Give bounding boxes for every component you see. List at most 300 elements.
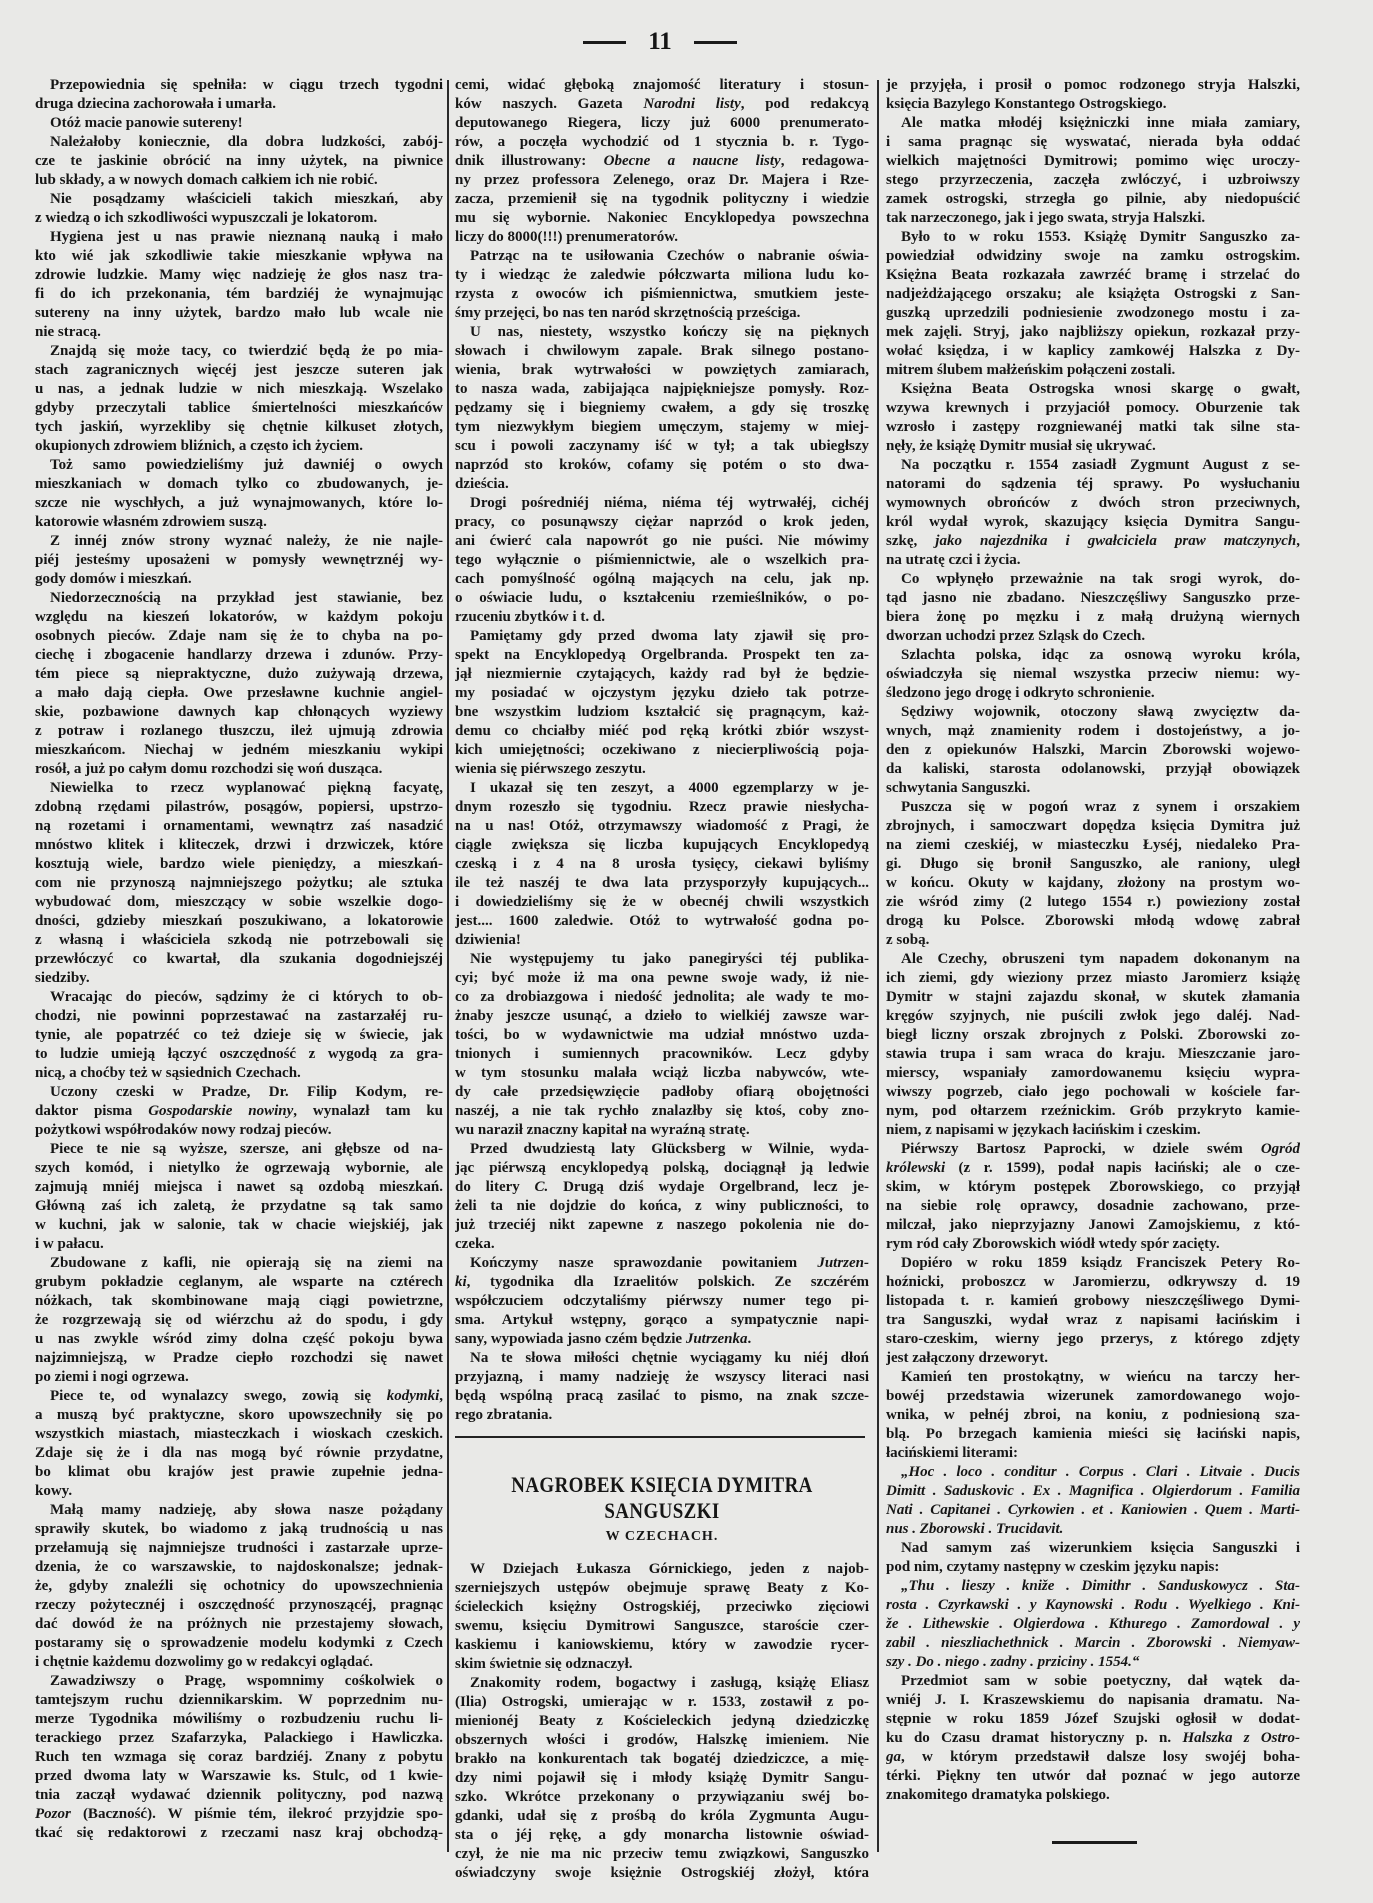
italic-text: Pozor [35, 1806, 71, 1822]
text-line [35, 437, 443, 456]
text: Szlachta polska, idąc za osnową wyroku króla, [901, 647, 1300, 663]
paragraph [455, 323, 869, 494]
text: tak narzeczonego, jak i jego swata, stryja Halszki. [886, 210, 1206, 226]
paragraph [886, 114, 1300, 228]
text-line [455, 380, 869, 399]
text: o oświacie ludu, o kształceniu rzemieślników, o po- [455, 590, 869, 606]
text-line [455, 1750, 869, 1769]
text-line [35, 1539, 443, 1558]
text: demu co chciałby miéć pod ręką krótki zbiór wszyst- [455, 723, 869, 739]
text-line [35, 722, 443, 741]
paragraph [886, 1254, 1300, 1368]
italic-text: nus . Zborowski . Trucidavit. [886, 1521, 1064, 1537]
text: okupionych zdrowiem bliźnich, a często ich życiem. [35, 438, 364, 454]
paragraph [35, 1254, 443, 1387]
text-line [35, 380, 443, 399]
text-line [35, 1615, 443, 1634]
text-line [35, 551, 443, 570]
paragraph [35, 228, 443, 342]
text-line [35, 1653, 443, 1672]
text: wołać księdza, i w kaplicy zamkowéj Halszka z Dy- [886, 343, 1300, 359]
text-line [886, 665, 1300, 684]
text-line [886, 950, 1300, 969]
text-line [35, 1102, 443, 1121]
text: Piérwszy Bartosz Paprocki, w dziele swém [901, 1141, 1261, 1157]
text: tych jaskiń, wyrzekliby się chętnie kilkuset złotych, [35, 419, 443, 435]
text: na u nas! Otóż, otrzymawszy wiadomość z Pragi, że [455, 818, 869, 834]
text-line [35, 1767, 443, 1786]
text-line [886, 1501, 1300, 1520]
text-line [886, 1444, 1300, 1463]
text: katorowie własném zdrowiem suszą. [35, 514, 267, 530]
text: spekt na Encyklopedyą Orgelbranda. Prospekt ten za- [455, 647, 869, 663]
text-line [886, 418, 1300, 437]
text: tym niezwykłym biegiem umęczym, stajemy w miej- [455, 419, 869, 435]
text: bo klimat obu krajów jest prawie zupełnie jedna- [35, 1464, 443, 1480]
text: , w którym przedstawił dalsze losy swojéj boha- [901, 1749, 1300, 1765]
text-line [35, 1501, 443, 1520]
text: tém piece są niepraktyczne, dużo zużywają drzewa, [35, 666, 443, 682]
text-line [886, 247, 1300, 266]
text: rym ród cały Zborowskich wiódł wtedy spór zacięty. [886, 1236, 1220, 1252]
text-line [455, 342, 869, 361]
text: ścieleckich księżny Ostrogskiéj, przeciwko zięciowi [455, 1599, 869, 1615]
text-line [886, 779, 1300, 798]
text: Ale Czechy, obruszeni tym napadem dokonanym na [901, 951, 1300, 967]
text-line [35, 1672, 443, 1691]
text-line [886, 1007, 1300, 1026]
text: sutereny na inny użytek, bardzo mało lub wcale nie [35, 305, 443, 321]
text: druga dziecina zachorowała i umarła. [35, 96, 276, 112]
text: , redagowa- [780, 153, 869, 169]
text-line [455, 969, 869, 988]
text-line [455, 209, 869, 228]
text-line [35, 1045, 443, 1064]
text: kręgów szyjnych, nie puścili zwłok jego daléj. Nad- [886, 1008, 1300, 1024]
text: dworzan uchodzi przez Szląsk do Czech. [886, 628, 1146, 644]
text-line [455, 608, 869, 627]
text: ciechę i zbogacenie handlarzy drzewa i zdunów. Przy- [35, 647, 443, 663]
text: , [1296, 533, 1300, 549]
text-line [886, 285, 1300, 304]
paragraph [886, 950, 1300, 1140]
text: Kamień ten prostokątny, w wieńcu na tarczy her- [901, 1369, 1300, 1385]
text: jąc piérwszą encyklopedyą polską, dociągnął ją ledwie [455, 1160, 869, 1176]
text-line [455, 1387, 869, 1406]
text-line [886, 1615, 1300, 1634]
text-line [35, 1064, 443, 1083]
text-line [455, 1693, 869, 1712]
text-line [886, 133, 1300, 152]
text: u nas zwykle wśród zimy dolna część pokoju bywa [35, 1331, 443, 1347]
text: liczy do 8000(!!!) prenumeratorów. [455, 229, 679, 245]
text-line [886, 1330, 1300, 1349]
text: W Dziejach Łukasza Górnickiego, jeden z najob- [470, 1561, 869, 1577]
text-line [35, 988, 443, 1007]
text: Hygiena jest u nas prawie nieznaną nauką i mało [50, 229, 443, 245]
text-line [886, 1159, 1300, 1178]
paragraph [886, 570, 1300, 646]
italic-text: szy . Do . niego . zadny . prziciny . 1554.“ [886, 1654, 1140, 1670]
text-line [455, 950, 869, 969]
text-line [886, 1748, 1300, 1767]
italic-text: Dimitt . Saduskovic . Ex . Magnifica . Olgierdorum . Familia [886, 1483, 1300, 1499]
text-line [455, 551, 869, 570]
italic-text: zabil . nieszliachethnick . Marcin . Zborowski . Niemyaw- [886, 1635, 1300, 1651]
text: (z r. 1599), podał napis łaciński; ale o cze- [945, 1160, 1300, 1176]
text: wienia, brak wytrwałości w powziętych zamiarach, [455, 362, 869, 378]
text: U nas, niestety, wszystko kończy się na pięknych [470, 324, 869, 340]
text: rosół, a już po całym domu rozchodzi się woń dusząca. [35, 761, 383, 777]
text-line [886, 570, 1300, 589]
text-line [886, 266, 1300, 285]
paragraph [35, 456, 443, 532]
text-line [455, 228, 869, 247]
text: Znajdą się może tacy, co twierdzić będą że po mia- [50, 343, 443, 359]
text-line [455, 190, 869, 209]
text-line [455, 1102, 869, 1121]
text-line [886, 589, 1300, 608]
text: Wracając do pieców, sądzimy że ci których to ob- [50, 989, 443, 1005]
text: do litery [455, 1179, 535, 1195]
text-line [35, 323, 443, 342]
text: , pod redakcyą [740, 96, 869, 112]
text: guszką uprzedzili podniesienie zwodzonego mostu i za- [886, 305, 1300, 321]
text: sprawiły skutek, bo wiadomo z jaką trudnością u nas [35, 1521, 443, 1537]
text: my posiadać w ojczystym języku dzieło tak potrze- [455, 685, 869, 701]
text: zdrowie ludzkie. Mamy więc nadzieję że głos nasz tra- [35, 267, 443, 283]
text: tego wyłącznie o piśmiennictwie, ale o wszelkich pra- [455, 552, 869, 568]
text: scu i powoli zaczynamy iść w tył; a tak ubiegłszy [455, 438, 869, 454]
text-line [886, 1653, 1300, 1672]
text-line [455, 171, 869, 190]
text-line [35, 1330, 443, 1349]
text-line [886, 1083, 1300, 1102]
text: milczał, jako nieprzyjazny Janowi Zamojskiemu, z któ- [886, 1217, 1300, 1233]
text-line [455, 893, 869, 912]
text: współczuciem odczytaliśmy piérwszy numer tego pi- [455, 1293, 869, 1309]
text: tości, bo w wydawnictwie ma udział mnóstwo uzda- [455, 1027, 869, 1043]
text: pracy, co posunąwszy ciężar naprzód o krok jeden, [455, 514, 869, 530]
text-line [886, 836, 1300, 855]
text-line [35, 798, 443, 817]
text-line [35, 513, 443, 532]
text-line [886, 475, 1300, 494]
text-line [886, 608, 1300, 627]
text: nadjeżdżającego orszaku; ale książęta Ostrogski z San- [886, 286, 1300, 302]
paragraph [886, 798, 1300, 950]
text-line [35, 1463, 443, 1482]
text: mieszkańcom. Niechaj w jedném mieszkaniu wykipi [35, 742, 443, 758]
text-line [455, 418, 869, 437]
text-line [455, 1178, 869, 1197]
text-line [455, 1349, 869, 1368]
text-line [455, 988, 869, 1007]
text: a mało dają ciepła. Owe przesławne kuchnie angiel- [35, 685, 443, 701]
text-line [886, 95, 1300, 114]
text-line [886, 1387, 1300, 1406]
text: oświadczyła się niemal wszystka przeciw niemu: wy- [886, 666, 1300, 682]
paragraph [35, 589, 443, 779]
italic-text: kodymki [386, 1388, 440, 1404]
text: stach zagranicznych więcéj jest jeszcze suteren jak [35, 362, 443, 378]
text: przed dwoma laty w Warszawie ks. Stulc, od 1 kwie- [35, 1768, 443, 1784]
text: ich ziemi, gdy wieziony przez miasto Jaromierz książę [886, 970, 1300, 986]
text-line [886, 855, 1300, 874]
text-line [455, 285, 869, 304]
paragraph [35, 1501, 443, 1672]
text-line [455, 1045, 869, 1064]
text: Co wpłynęło przeważnie na tak srogi wyrok, do- [901, 571, 1300, 587]
text: mu się wybornie. Nakoniec Encyklopedya powszechna [455, 210, 869, 226]
text: względu na kieszeń lokatorów, w każdym pokoju [35, 609, 443, 625]
text-line [886, 1121, 1300, 1140]
text-line [35, 950, 443, 969]
text: wszystkich miastach, miasteczkach i wioskach czeskich. [35, 1426, 443, 1442]
text-line [886, 1539, 1300, 1558]
text: drogą ku Polsce. Zborowski młodą wdowę zabrał [886, 913, 1300, 929]
text: zajmują mniéj miejsca i nawet są ozdobą mieszkań. [35, 1179, 443, 1195]
italic-text: jako najezdnika i gwałciciela praw matczynych [935, 533, 1297, 549]
text-line [35, 874, 443, 893]
text: dzieścia. [455, 476, 509, 492]
text: Z innéj znów strony wyznać należy, że nie najle- [50, 533, 443, 549]
text-line [455, 1197, 869, 1216]
text-line [35, 817, 443, 836]
text-line [455, 152, 869, 171]
text: mnóstwo klitek i kliteczek, drzwi i drzwiczek, które [35, 837, 443, 853]
text-line [886, 1520, 1300, 1539]
text: , tygodnika dla Izraelitów polskich. Ze szczérém [466, 1274, 869, 1290]
text: wnika, w pełnéj zbroi, na koniu, z podniesioną sza- [886, 1407, 1300, 1423]
text: żnaby jeszcze usunąć, a dzieło to wielkiéj zawsze war- [455, 1008, 869, 1024]
text: Ruch ten wzmaga się coraz bardziéj. Znany z pobytu [35, 1749, 443, 1765]
text: brakło na konkurentach tak bogatéj dziedziczce, a mię- [455, 1751, 869, 1767]
text: kto wié jak szkodliwie takie mieszkanie wpływa na [35, 248, 443, 264]
text-line [35, 1007, 443, 1026]
text: Pamiętamy gdy przed dwoma laty zjawił się pro- [470, 628, 869, 644]
text-line [455, 1235, 869, 1254]
text: staro-czeskim, wierny jego przerys, z którego zdjęty [886, 1331, 1300, 1347]
text: Księżna Beata Ostrogska wnosi skargę o gwałt, [901, 381, 1300, 397]
text-line [35, 190, 443, 209]
text-line [455, 1731, 869, 1750]
text-line [886, 456, 1300, 475]
text-line [35, 646, 443, 665]
text: Zdaje się że i dla nas mogą być równie przydatne, [35, 1445, 443, 1461]
text-line [886, 1558, 1300, 1577]
text: térki. Piękny ten utwór dał poznać w jego autorze [886, 1768, 1300, 1784]
text-line [455, 1254, 869, 1273]
text-line [455, 741, 869, 760]
text-line [455, 874, 869, 893]
text: Przepowiednia się spełniła: w ciągu trzech tygodni [50, 77, 443, 93]
text: stępnie w roku 1859 Józef Szujski ogłosił w dodat- [886, 1711, 1300, 1727]
text-line [886, 893, 1300, 912]
italic-text: Halszka z Ostro- [1182, 1730, 1300, 1746]
paragraph [455, 1140, 869, 1254]
text: skie, pozbawione dawnych kap chłonących wyziewy [35, 704, 443, 720]
text-line [35, 1311, 443, 1330]
text: jest.... 1600 zaledwie. Otóż to wytrwałość godna po- [455, 913, 869, 929]
text: znakomitego dramatyka polskiego. [886, 1787, 1110, 1803]
text: zamek ostrogski, strzegła go pilnie, aby niedopuścić [886, 191, 1300, 207]
text: po ziemi i nogi ogrzewa. [35, 1369, 189, 1385]
text-line [886, 323, 1300, 342]
text: Drugą dziś wydaje Orgelbrand, lecz je- [548, 1179, 869, 1195]
paragraph [455, 494, 869, 627]
text-line [35, 1178, 443, 1197]
text: je przyjęła, i prosił o pomoc rodzonego stryja Halszki, [886, 77, 1300, 93]
text: gdyby przeczytali tablice śmiertelności mieszkańców [35, 400, 443, 416]
text-line [455, 1273, 869, 1292]
text: powiedział odwidziny swoje na zamku ostrogskim. [886, 248, 1300, 264]
text: biegł liczny orszak zbrojnych z Polski. Zborowski zo- [886, 1027, 1300, 1043]
text: stawia trupa i sam wraca do kraju. Mieszczanie jaro- [886, 1046, 1300, 1062]
text: już trzeciéj nikt zapewne z naszego pokolenia nie do- [455, 1217, 869, 1233]
text-line [35, 209, 443, 228]
italic-text: Obecne a naucne listy [603, 153, 781, 169]
text-line [886, 969, 1300, 988]
text: tąd jasno nie zbadano. Nieszczęśliwy Sanguszko prze- [886, 590, 1300, 606]
text: (Ilia) Ostrogski, umierając w r. 1533, zostawił z po- [455, 1694, 869, 1710]
paragraph [886, 380, 1300, 456]
text-line [455, 437, 869, 456]
text: kaskiemu i kaniowskiemu, który w zawodzie rycer- [455, 1637, 869, 1653]
text: u nas, a jednak ludzie w nich mieszkają. Wszelako [35, 381, 443, 397]
text-line [455, 589, 869, 608]
text-line [455, 931, 869, 950]
text-line [455, 1292, 869, 1311]
text: pod nim, czytamy następny w czeskim języku napis: [886, 1559, 1220, 1575]
text: rzuceniu zbytków i t. d. [455, 609, 605, 625]
text-line [455, 1655, 869, 1674]
text-line [35, 285, 443, 304]
text: , [439, 1388, 443, 1404]
text-line [35, 1235, 443, 1254]
text-line [455, 798, 869, 817]
text-line [455, 1598, 869, 1617]
text-line [35, 475, 443, 494]
text: wzywa krewnych i przyjaciół pomocy. Oburzenie tak [886, 400, 1300, 416]
paragraph [35, 76, 443, 114]
text-line [886, 494, 1300, 513]
paragraph [886, 228, 1300, 380]
text-line [455, 779, 869, 798]
article-end-rule [1052, 1841, 1137, 1844]
text: Otóż macie panowie sutereny! [50, 115, 243, 131]
text: szko. Wkrótce przekonany o przywiązaniu swéj bo- [455, 1789, 869, 1805]
text-line [886, 703, 1300, 722]
text: sany, wypowiada jasno czém będzie [455, 1331, 686, 1347]
text-line [455, 1579, 869, 1598]
text-line [35, 855, 443, 874]
paragraph [35, 532, 443, 589]
text: Małą mamy nadzieję, aby słowa nasze pożądany [50, 1502, 443, 1518]
section-divider [455, 1436, 865, 1438]
text: stego przyrzeczenia, zaczęła zwlóczyć, i uzbroiwszy [886, 172, 1300, 188]
text: grubym pokładzie ceglanym, ale wsparte na cztérech [35, 1274, 443, 1290]
text-line [455, 1121, 869, 1140]
text-line [886, 1311, 1300, 1330]
text-line [35, 247, 443, 266]
text-line [886, 532, 1300, 551]
text-line [35, 1425, 443, 1444]
text-line [886, 114, 1300, 133]
article-title: NAGROBEK KSIĘCIA DYMITRA SANGUSZKI [511, 1472, 813, 1523]
text: dności, gdzieby mieszkań poszukiwano, a lokatorowie [35, 913, 443, 929]
paragraph [35, 114, 443, 133]
text: Księżna Beata rozkazała zawrzéć bramę i strzelać do [886, 267, 1300, 283]
text: łacińskiemi literami: [886, 1445, 1019, 1461]
text-line [886, 437, 1300, 456]
text: czeka. [455, 1236, 495, 1252]
text: jął niezmiernie czytających, każdy rad był że będzie- [455, 666, 869, 682]
paragraph [35, 190, 443, 228]
text: na siebie rolę oprawcy, dosadnie zachowano, prze- [886, 1198, 1300, 1214]
text: Drogi pośredniéj niéma, niéma téj wytrwałéj, cichéj [470, 495, 869, 511]
text: śledzono jego drogę i odkryto schronienie. [886, 685, 1155, 701]
text-line [886, 988, 1300, 1007]
text-line [455, 532, 869, 551]
text-line [886, 1463, 1300, 1482]
text: ciągle zwiększa się liczba kupujących Encyklopedyą [455, 837, 869, 853]
text-line [455, 817, 869, 836]
text-line [886, 551, 1300, 570]
text-line [455, 1864, 869, 1883]
text: Główną zaś ich zaletą, że przydatne są tak samo [35, 1198, 443, 1214]
text-line [886, 1235, 1300, 1254]
text: Ale matka młodéj księżniczki inne miała zamiary, [901, 115, 1300, 131]
paragraph [35, 1083, 443, 1140]
text-line [35, 969, 443, 988]
italic-text: že . Lithewskie . Olgierdowa . Kthurego . Zamordowal . y [886, 1616, 1300, 1632]
text: czył, że nie ma nic przeciw temu związkowi, Sanguszko [455, 1846, 869, 1862]
text: lub składy, a w nowych domach całkiem ich nie robić. [35, 172, 378, 188]
italic-text: Jutrzenka [685, 1331, 748, 1347]
text-line [886, 1292, 1300, 1311]
text: (Baczność). W piśmie tém, ilekroć przyjdzie spo- [70, 1806, 443, 1822]
text: Na te słowa miłości chętnie wyciągamy ku niéj dłoń [470, 1350, 869, 1366]
text: postaramy się o sprowadzenie modelu kodymki z Czech [35, 1635, 443, 1651]
column-divider [877, 80, 879, 1852]
text: Niewielka to rzecz wyplanować piękną facyatę, [50, 780, 443, 796]
text: niem, z napisami w językach łacińskim i czeskim. [886, 1122, 1201, 1138]
text: Patrząc na te usiłowania Czechów o nabranie oświa- [470, 248, 869, 264]
text: pędzamy się i biegniemy cwałem, a gdy się troszkę [455, 400, 869, 416]
text: wybudować dom, mieszczący w sobie wszelkie dogo- [35, 894, 443, 910]
text-line [455, 1617, 869, 1636]
text: Zbudowane z kafli, nie opierają się na ziemi na [50, 1255, 443, 1271]
text-line [455, 1826, 869, 1845]
text: z wiedzą o ich szkodliwości wypuszczali je lokatorom. [35, 210, 378, 226]
text-line [455, 627, 869, 646]
text-line [455, 760, 869, 779]
text: najzimniejszą, w Pradze ciepło rozchodzi się nawet [35, 1350, 443, 1366]
text-line [35, 171, 443, 190]
text-line [886, 1634, 1300, 1653]
text: Nie posądzamy właścicieli takich mieszkań, aby [50, 191, 443, 207]
text-line [455, 1140, 869, 1159]
text: den z opiekunów Halszki, Marcin Zborowski wojewo- [886, 742, 1300, 758]
text-line [455, 1083, 869, 1102]
italic-text: Narodni listy [643, 96, 741, 112]
italic-text: Nati . Capitanei . Cyrkowien . et . Kaniowien . Quem . Marti- [886, 1502, 1300, 1518]
text: tra Sanguszki, wydał wraz z napisami łacińskim i [886, 1312, 1300, 1328]
text: z potraw i rozlanego tłuszczu, ileż ujmują zdrowia [35, 723, 443, 739]
text: i dowiedzieliśmy się że w obecnéj chwili wszystkich [455, 894, 869, 910]
text-line [35, 1292, 443, 1311]
